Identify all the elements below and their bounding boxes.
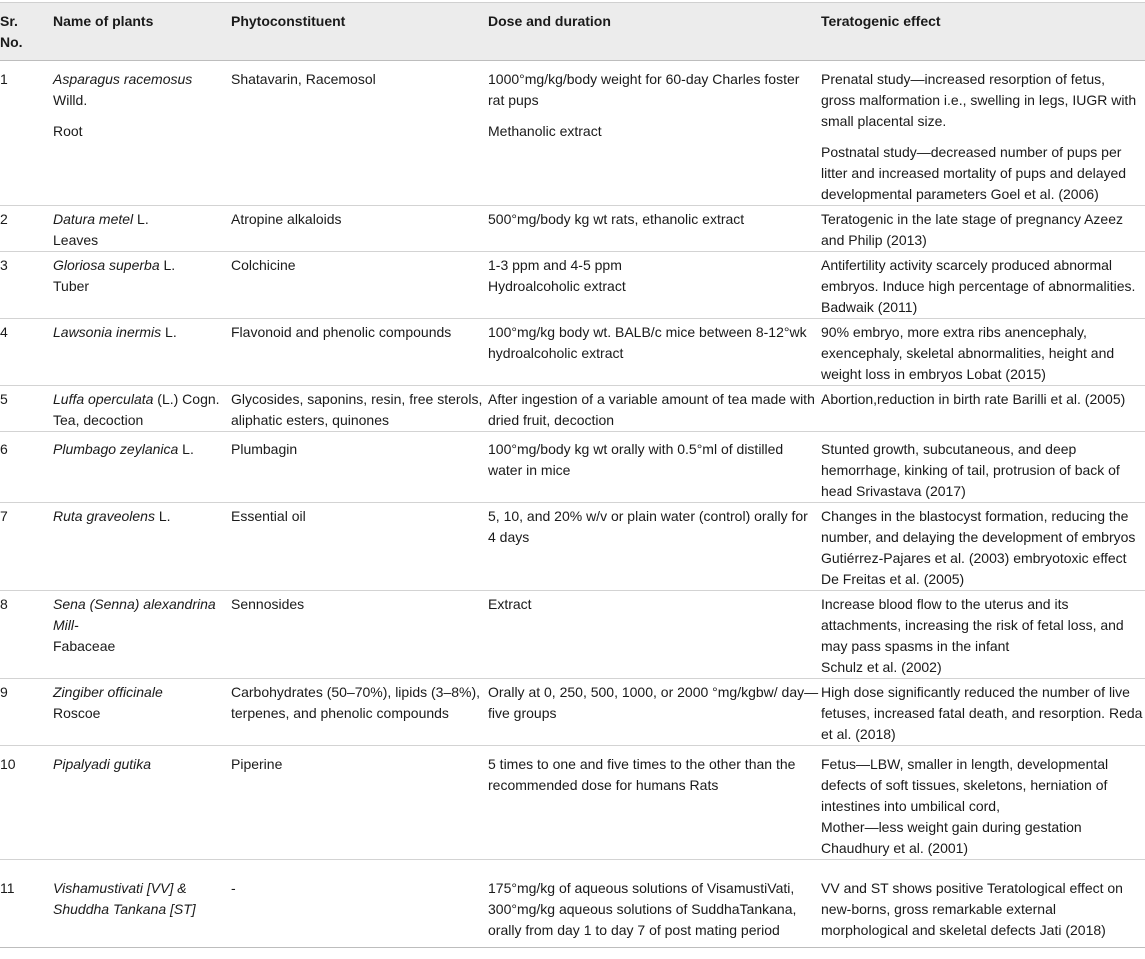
cell-dose-duration [488, 386, 821, 432]
cell-teratogenic-effect [821, 206, 1145, 252]
plant-name-authority: L. [159, 257, 176, 273]
table-row [0, 206, 1145, 252]
cell-plant-name [53, 386, 231, 432]
cell-sr-no: 4 [0, 319, 53, 386]
cell-phytoconstituent: Sennosides [231, 591, 488, 679]
header-dose-duration: Dose and duration [488, 3, 821, 61]
cell-dose-duration [488, 432, 821, 503]
cell-teratogenic-effect [821, 319, 1145, 386]
table-row [0, 591, 1145, 679]
effect-text: Prenatal study—increased resorption of fetus, gross malformation i.e., swelling in legs, IUGR with small placental size. [821, 71, 1137, 129]
cell-phytoconstituent: Piperine [231, 746, 488, 860]
plant-name-italic: Sena (Senna) alexandrina Mill- [53, 596, 216, 633]
table-row [0, 319, 1145, 386]
table-row [0, 432, 1145, 503]
dose-text: 5, 10, and 20% w/v or plain water (control) orally for 4 days [488, 508, 808, 545]
cell-teratogenic-effect [821, 503, 1145, 591]
dose-text: 100°mg/kg body wt. BALB/c mice between 8-12°wk hydroalcoholic extract [488, 324, 807, 361]
cell-phytoconstituent: Essential oil [231, 503, 488, 591]
table-row [0, 252, 1145, 319]
plant-part: Root [53, 123, 83, 139]
cell-plant-name [53, 61, 231, 206]
table-row [0, 386, 1145, 432]
cell-teratogenic-effect [821, 860, 1145, 948]
cell-plant-name [53, 679, 231, 746]
table-row [0, 746, 1145, 860]
cell-dose-duration [488, 319, 821, 386]
cell-plant-name [53, 860, 231, 948]
cell-teratogenic-effect [821, 386, 1145, 432]
cell-dose-duration [488, 61, 821, 206]
effect-text: Increase blood flow to the uterus and its attachments, increasing the risk of fetal loss, and may pass spasms in the infant [821, 596, 1124, 654]
plant-name-italic: Asparagus racemosus [53, 71, 193, 87]
effect-text: Fetus—LBW, smaller in length, developmental defects of soft tissues, skeletons, herniation of intestines into umbilical cord, [821, 756, 1109, 814]
cell-plant-name [53, 319, 231, 386]
table-row [0, 679, 1145, 746]
plant-name-italic: Ruta graveolens [53, 508, 155, 524]
header-sr-no [0, 3, 53, 61]
cell-plant-name [53, 252, 231, 319]
cell-sr-no: 10 [0, 746, 53, 860]
cell-plant-name [53, 503, 231, 591]
plant-name-italic: Plumbago zeylanica [53, 441, 179, 457]
effect-text: Teratogenic in the late stage of pregnancy Azeez and Philip (2013) [821, 211, 1123, 248]
cell-plant-name [53, 746, 231, 860]
header-sr-no-line1: Sr. [0, 13, 18, 29]
dose-text: 100°mg/body kg wt orally with 0.5°ml of distilled water in mice [488, 441, 784, 478]
dose-text: 500°mg/body kg wt rats, ethanolic extract [488, 211, 745, 227]
dose-text: 175°mg/kg of aqueous solutions of VisamustiVati, 300°mg/kg aqueous solutions of SuddhaTankana, orally from day 1 to day 7 of post mating period [488, 880, 797, 938]
cell-sr-no: 5 [0, 386, 53, 432]
effect-text: VV and ST shows positive Teratological effect on new-borns, gross remarkable external morphological and skeletal defects Jati (2018) [821, 880, 1123, 938]
effect-text: 90% embryo, more extra ribs anencephaly, exencephaly, skeletal abnormalities, height and weight loss in embryos Lobat (2015) [821, 324, 1115, 382]
cell-dose-duration [488, 679, 821, 746]
cell-phytoconstituent: Glycosides, saponins, resin, free sterols, aliphatic esters, quinones [231, 386, 488, 432]
cell-teratogenic-effect [821, 252, 1145, 319]
table-body [0, 61, 1145, 948]
effect-text: Changes in the blastocyst formation, reducing the number, and delaying the development of embryos Gutiérrez-Pajares et al. (2003) embryotoxic effect De Freitas et al. (2005) [821, 508, 1136, 587]
cell-plant-name [53, 206, 231, 252]
plant-name-authority: Willd. [53, 92, 88, 108]
table-row [0, 61, 1145, 206]
cell-teratogenic-effect [821, 61, 1145, 206]
effect-text: High dose significantly reduced the number of live fetuses, increased fatal death, and resorption. Reda et al. (2018) [821, 684, 1143, 742]
cell-teratogenic-effect [821, 679, 1145, 746]
effect-text-line2: Mother—less weight gain during gestation Chaudhury et al. (2001) [821, 819, 1082, 856]
cell-teratogenic-effect [821, 746, 1145, 860]
cell-dose-duration [488, 206, 821, 252]
plant-name-italic: Zingiber officinale [53, 684, 163, 700]
table-row [0, 503, 1145, 591]
cell-sr-no: 11 [0, 860, 53, 948]
dose-text-line2: Hydroalcoholic extract [488, 278, 626, 294]
cell-dose-duration [488, 591, 821, 679]
dose-text: After ingestion of a variable amount of tea made with dried fruit, decoction [488, 391, 815, 428]
plant-name-italic: Lawsonia inermis [53, 324, 162, 340]
cell-phytoconstituent: Colchicine [231, 252, 488, 319]
cell-phytoconstituent: Atropine alkaloids [231, 206, 488, 252]
table-header-row [0, 3, 1145, 61]
cell-dose-duration [488, 860, 821, 948]
plant-part: Fabaceae [53, 638, 116, 654]
header-name-of-plants: Name of plants [53, 3, 231, 61]
cell-sr-no: 7 [0, 503, 53, 591]
plant-part: Tea, decoction [53, 412, 144, 428]
table-row [0, 860, 1145, 948]
dose-text-sub: Methanolic extract [488, 123, 602, 139]
dose-text: Orally at 0, 250, 500, 1000, or 2000 °mg/kgbw/ day—five groups [488, 684, 819, 721]
effect-text: Stunted growth, subcutaneous, and deep hemorrhage, kinking of tail, protrusion of back of head Srivastava (2017) [821, 441, 1120, 499]
cell-phytoconstituent: Plumbagin [231, 432, 488, 503]
plant-name-authority: (L.) Cogn. [153, 391, 220, 407]
plant-part: Roscoe [53, 705, 101, 721]
header-phytoconstituent: Phytoconstituent [231, 3, 488, 61]
cell-sr-no: 3 [0, 252, 53, 319]
cell-dose-duration [488, 746, 821, 860]
plant-part: Leaves [53, 232, 99, 248]
effect-text-line2: Schulz et al. (2002) [821, 659, 942, 675]
effect-text: Antifertility activity scarcely produced abnormal embryos. Induce high percentage of abnormalities. Badwaik (2011) [821, 257, 1136, 315]
plant-name-italic: Vishamustivati [VV] & Shuddha Tankana [ST] [53, 880, 196, 917]
plant-part: Tuber [53, 278, 90, 294]
cell-teratogenic-effect [821, 432, 1145, 503]
dose-text: 5 times to one and five times to the other than the recommended dose for humans Rats [488, 756, 796, 793]
header-teratogenic-effect: Teratogenic effect [821, 3, 1145, 61]
cell-sr-no: 8 [0, 591, 53, 679]
dose-text: 1-3 ppm and 4-5 ppm [488, 257, 622, 273]
plant-name-italic: Gloriosa superba [53, 257, 160, 273]
cell-plant-name [53, 432, 231, 503]
dose-text: 1000°mg/kg/body weight for 60-day Charles foster rat pups [488, 71, 800, 108]
plant-name-authority: L. [178, 441, 194, 457]
plant-name-italic: Luffa operculata [53, 391, 154, 407]
effect-text-sub: Postnatal study—decreased number of pups per litter and increased mortality of pups and delayed developmental parameters Goel et al. (2006) [821, 144, 1127, 202]
plant-name-authority: L. [154, 508, 171, 524]
plant-name-italic: Pipalyadi gutika [53, 756, 152, 772]
effect-text: Abortion,reduction in birth rate Barilli et al. (2005) [821, 391, 1126, 407]
dose-text: Extract [488, 596, 532, 612]
cell-phytoconstituent: Shatavarin, Racemosol [231, 71, 376, 87]
teratogenic-plants-table [0, 2, 1145, 948]
cell-dose-duration [488, 252, 821, 319]
cell-phytoconstituent: - [231, 860, 488, 948]
plant-name-authority: L. [161, 324, 177, 340]
cell-dose-duration [488, 503, 821, 591]
cell-sr-no: 9 [0, 679, 53, 746]
cell-phytoconstituent: Flavonoid and phenolic compounds [231, 319, 488, 386]
cell-plant-name [53, 591, 231, 679]
cell-sr-no: 6 [0, 432, 53, 503]
plant-name-italic: Datura metel [53, 211, 134, 227]
plant-name-authority: L. [133, 211, 149, 227]
cell-teratogenic-effect [821, 591, 1145, 679]
cell-phytoconstituent: Carbohydrates (50–70%), lipids (3–8%), terpenes, and phenolic compounds [231, 679, 488, 746]
cell-sr-no: 1 [0, 71, 8, 87]
cell-sr-no: 2 [0, 206, 53, 252]
header-sr-no-line2: No. [0, 34, 23, 50]
